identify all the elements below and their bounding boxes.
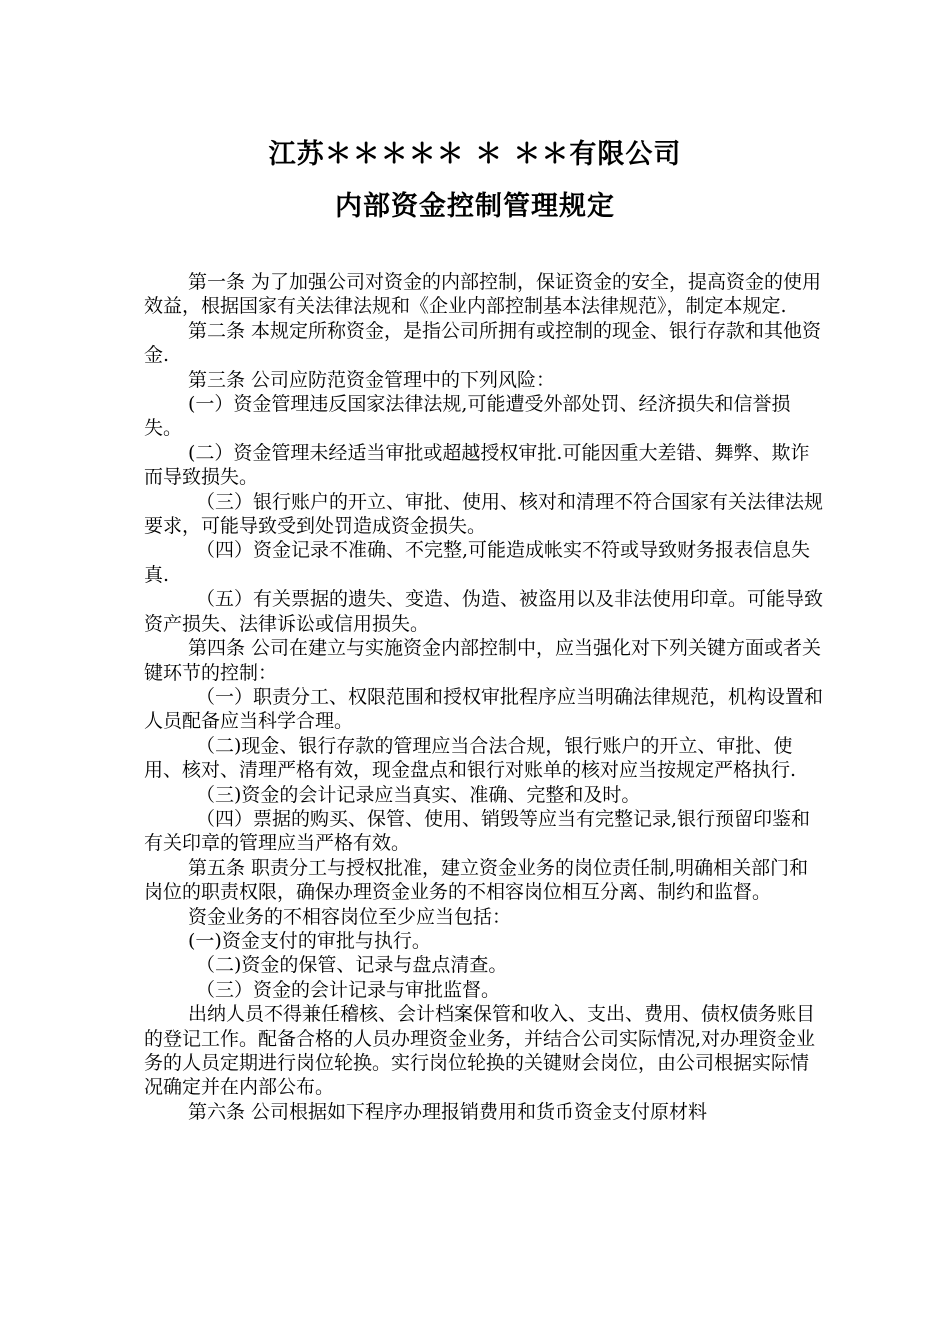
- article-3-item-2: (二）资金管理未经适当审批或超越授权审批.可能因重大差错、舞弊、欺诈而导致损失。: [144, 441, 810, 489]
- incompatible-post-2: （二)资金的保管、记录与盘点清查。: [196, 954, 508, 977]
- document-body: [144, 270, 824, 1124]
- article-4-item-2: （二)现金、银行存款的管理应当合法合规，银行账户的开立、审批、使用、核对、清理严格有效，现金盘点和银行对账单的核对应当按规定严格执行.: [144, 734, 797, 782]
- article-6-paragraph: 第六条 公司根据如下程序办理报销费用和货币资金支付原材料: [188, 1100, 708, 1123]
- company-title: 江苏＊＊＊＊＊ ＊ ＊＊有限公司: [268, 139, 682, 170]
- article-4-item-4: （四）票据的购买、保管、使用、销毁等应当有完整记录,银行预留印鉴和有关印章的管理应当严格有效。: [144, 807, 811, 855]
- article-5-paragraph: 第五条 职责分工与授权批准，建立资金业务的岗位责任制,明确相关部门和岗位的职责权限，确保办理资金业务的不相容岗位相互分离、制约和监督。: [144, 856, 809, 904]
- incompatible-post-1: (一)资金支付的审批与执行。: [188, 929, 431, 952]
- regulation-title: 内部资金控制管理规定: [335, 191, 615, 222]
- article-4-item-1: （一）职责分工、权限范围和授权审批程序应当明确法律规范，机构设置和人员配备应当科学合理。: [144, 685, 824, 733]
- article-3-item-4: （四）资金记录不准确、不完整,可能造成帐实不符或导致财务报表信息失真.: [144, 539, 811, 586]
- incompatible-post-3: （三）资金的会计记录与审批监督。: [196, 978, 501, 1001]
- article-4-item-3: （三)资金的会计记录应当真实、准确、完整和及时。: [196, 783, 641, 806]
- article-3-item-5: （五）有关票据的遗失、变造、伪造、被盗用以及非法使用印章。可能导致资产损失、法律诉讼或信用损失。: [144, 588, 824, 635]
- cashier-rules-paragraph: 出纳人员不得兼任稽核、会计档案保管和收入、支出、费用、债权债务账目的登记工作。配备合格的人员办理资金业务，并结合公司实际情况,对办理资金业务的人员定期进行岗位轮换。实行岗位轮换的关键财会岗位，由公司根据实际情况确定并在内部公布。: [144, 1003, 816, 1099]
- article-3-item-1: (一）资金管理违反国家法律法规,可能遭受外部处罚、经济损失和信誉损失。: [144, 393, 791, 440]
- article-1-paragraph: 第一条 为了加强公司对资金的内部控制，保证资金的安全，提高资金的使用效益，根据国家有关法律法规和《企业内部控制基本法律规范》，制定本规定.: [144, 271, 822, 318]
- article-3-paragraph: 第三条 公司应防范资金管理中的下列风险：: [188, 368, 556, 391]
- article-2-paragraph: 第二条 本规定所称资金，是指公司所拥有或控制的现金、银行存款和其他资金.: [144, 319, 822, 367]
- article-4-paragraph: 第四条 公司在建立与实施资金内部控制中，应当强化对下列关键方面或者关键环节的控制：: [144, 637, 822, 684]
- article-3-item-3: （三）银行账户的开立、审批、使用、核对和清理不符合国家有关法律法规要求，可能导致受到处罚造成资金损失。: [144, 490, 824, 538]
- incompatible-posts-intro: 资金业务的不相容岗位至少应当包括：: [188, 905, 512, 928]
